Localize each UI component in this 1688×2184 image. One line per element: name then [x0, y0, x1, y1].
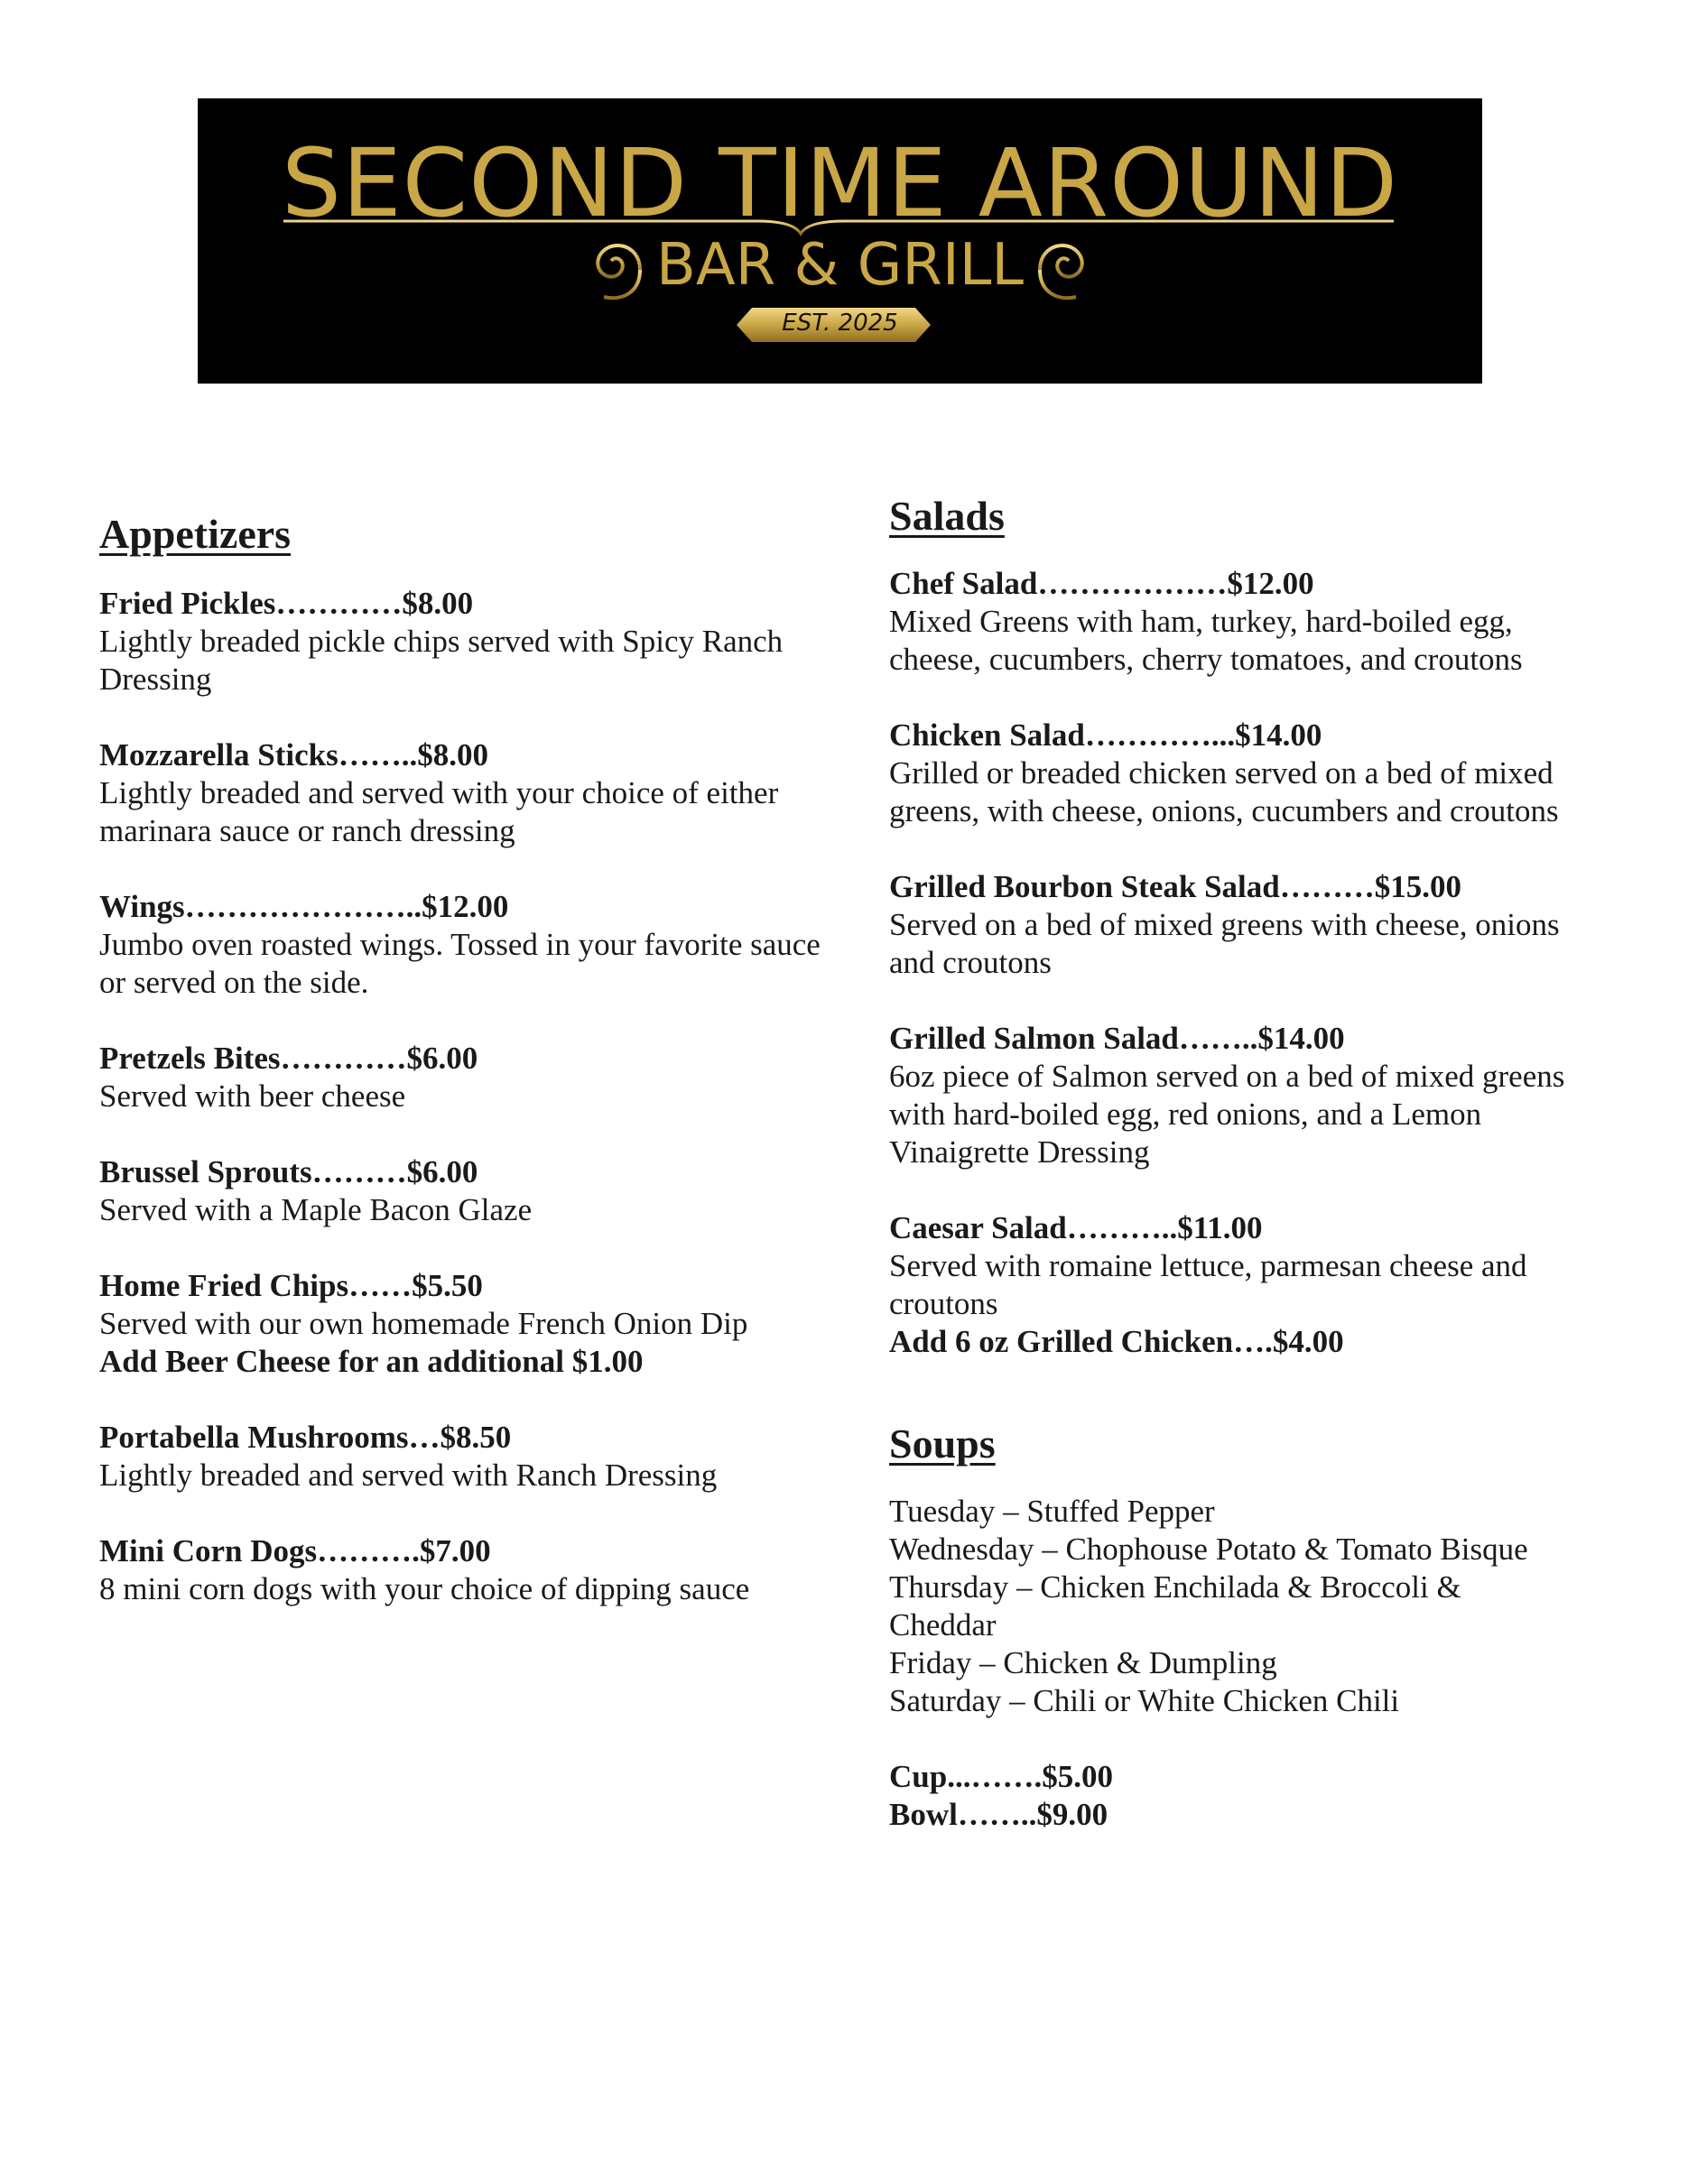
menu-item-description: Lightly breaded and served with your choice of either marinara sauce or ranch dressing — [99, 775, 779, 848]
soup-prices — [889, 1758, 1575, 1834]
menu-item-name-price: Mozzarella Sticks……..$8.00 — [99, 737, 488, 773]
menu-item-description: Served with beer cheese — [99, 1078, 406, 1114]
soup-day-line: Thursday – Chicken Enchilada & Broccoli & Cheddar — [889, 1569, 1461, 1643]
menu-item — [99, 1267, 821, 1381]
menu-item — [99, 1419, 821, 1495]
menu-item — [889, 868, 1575, 982]
salads-heading: Salads — [889, 493, 1005, 539]
logo-title: SECOND TIME AROUND — [281, 128, 1399, 238]
menu-item — [889, 1020, 1575, 1171]
menu-item — [99, 585, 821, 699]
soup-day-line: Saturday – Chili or White Chicken Chili — [889, 1683, 1400, 1718]
menu-item-description: Lightly breaded and served with Ranch Dressing — [99, 1458, 718, 1493]
menu-item-description: Mixed Greens with ham, turkey, hard-boiled egg, cheese, cucumbers, cherry tomatoes, and croutons — [889, 604, 1523, 677]
menu-item-name-price: Chicken Salad…………...$14.00 — [889, 717, 1322, 753]
menu-item-name-price: Pretzels Bites…………$6.00 — [99, 1041, 478, 1076]
menu-item-description: Served with our own homemade French Onion Dip — [99, 1306, 748, 1341]
logo-subtitle: BAR & GRILL — [656, 232, 1024, 299]
soup-day-line: Friday – Chicken & Dumpling — [889, 1645, 1277, 1680]
menu-item-description: Jumbo oven roasted wings. Tossed in your favorite sauce or served on the side. — [99, 927, 821, 1000]
menu-item-name-price: Wings…………………..$12.00 — [99, 889, 509, 924]
menu-item-name-price: Grilled Bourbon Steak Salad………$15.00 — [889, 869, 1461, 904]
salads-soups-column — [889, 491, 1575, 1834]
menu-item-description: Grilled or breaded chicken served on a bed of mixed greens, with cheese, onions, cucumbers and croutons — [889, 755, 1559, 828]
soup-of-the-day-list — [889, 1493, 1575, 1720]
menu-item — [889, 717, 1575, 830]
menu-item-name-price: Grilled Salmon Salad……..$14.00 — [889, 1021, 1345, 1056]
menu-item-addon-note: Add Beer Cheese for an additional $1.00 — [99, 1344, 644, 1379]
menu-item-description: Served with a Maple Bacon Glaze — [99, 1192, 533, 1227]
menu-item — [889, 565, 1575, 679]
menu-item-name-price: Portabella Mushrooms…$8.50 — [99, 1420, 512, 1455]
menu-item — [99, 736, 821, 850]
menu-item-addon-note: Add 6 oz Grilled Chicken….$4.00 — [889, 1324, 1344, 1359]
soups-section — [889, 1419, 1575, 1834]
menu-item-name-price: Chef Salad………………$12.00 — [889, 566, 1314, 601]
menu-item-name-price: Home Fried Chips……$5.50 — [99, 1268, 483, 1303]
appetizers-heading: Appetizers — [99, 511, 292, 557]
menu-item-description: 6oz piece of Salmon served on a bed of mixed greens with hard-boiled egg, red onions, and a Lemon Vinaigrette Dressing — [889, 1059, 1565, 1170]
soup-bowl-price: Bowl……..$9.00 — [889, 1797, 1108, 1832]
restaurant-logo-banner — [198, 98, 1482, 384]
menu-item-description: 8 mini corn dogs with your choice of dipping sauce — [99, 1571, 750, 1606]
menu-item — [99, 1040, 821, 1115]
menu-item — [99, 888, 821, 1002]
menu-item — [99, 1532, 821, 1608]
menu-item-name-price: Caesar Salad………..$11.00 — [889, 1210, 1263, 1245]
soups-heading: Soups — [889, 1421, 996, 1467]
menu-item-name-price: Fried Pickles…………$8.00 — [99, 586, 474, 621]
logo-established-badge: EST. 2025 — [782, 310, 898, 337]
menu-item — [99, 1153, 821, 1229]
soup-day-line: Tuesday – Stuffed Pepper — [889, 1494, 1215, 1529]
soup-day-line: Wednesday – Chophouse Potato & Tomato Bisque — [889, 1532, 1528, 1567]
menu-item-description: Served on a bed of mixed greens with cheese, onions and croutons — [889, 907, 1560, 980]
soup-cup-price: Cup...…….$5.00 — [889, 1759, 1113, 1794]
menu-item-description: Lightly breaded pickle chips served with Spicy Ranch Dressing — [99, 624, 784, 697]
menu-item-name-price: Mini Corn Dogs……….$7.00 — [99, 1533, 491, 1569]
menu-item-description: Served with romaine lettuce, parmesan cheese and croutons — [889, 1248, 1527, 1321]
menu-item-name-price: Brussel Sprouts………$6.00 — [99, 1154, 478, 1189]
appetizers-column — [99, 509, 821, 1646]
menu-item — [889, 1209, 1575, 1361]
